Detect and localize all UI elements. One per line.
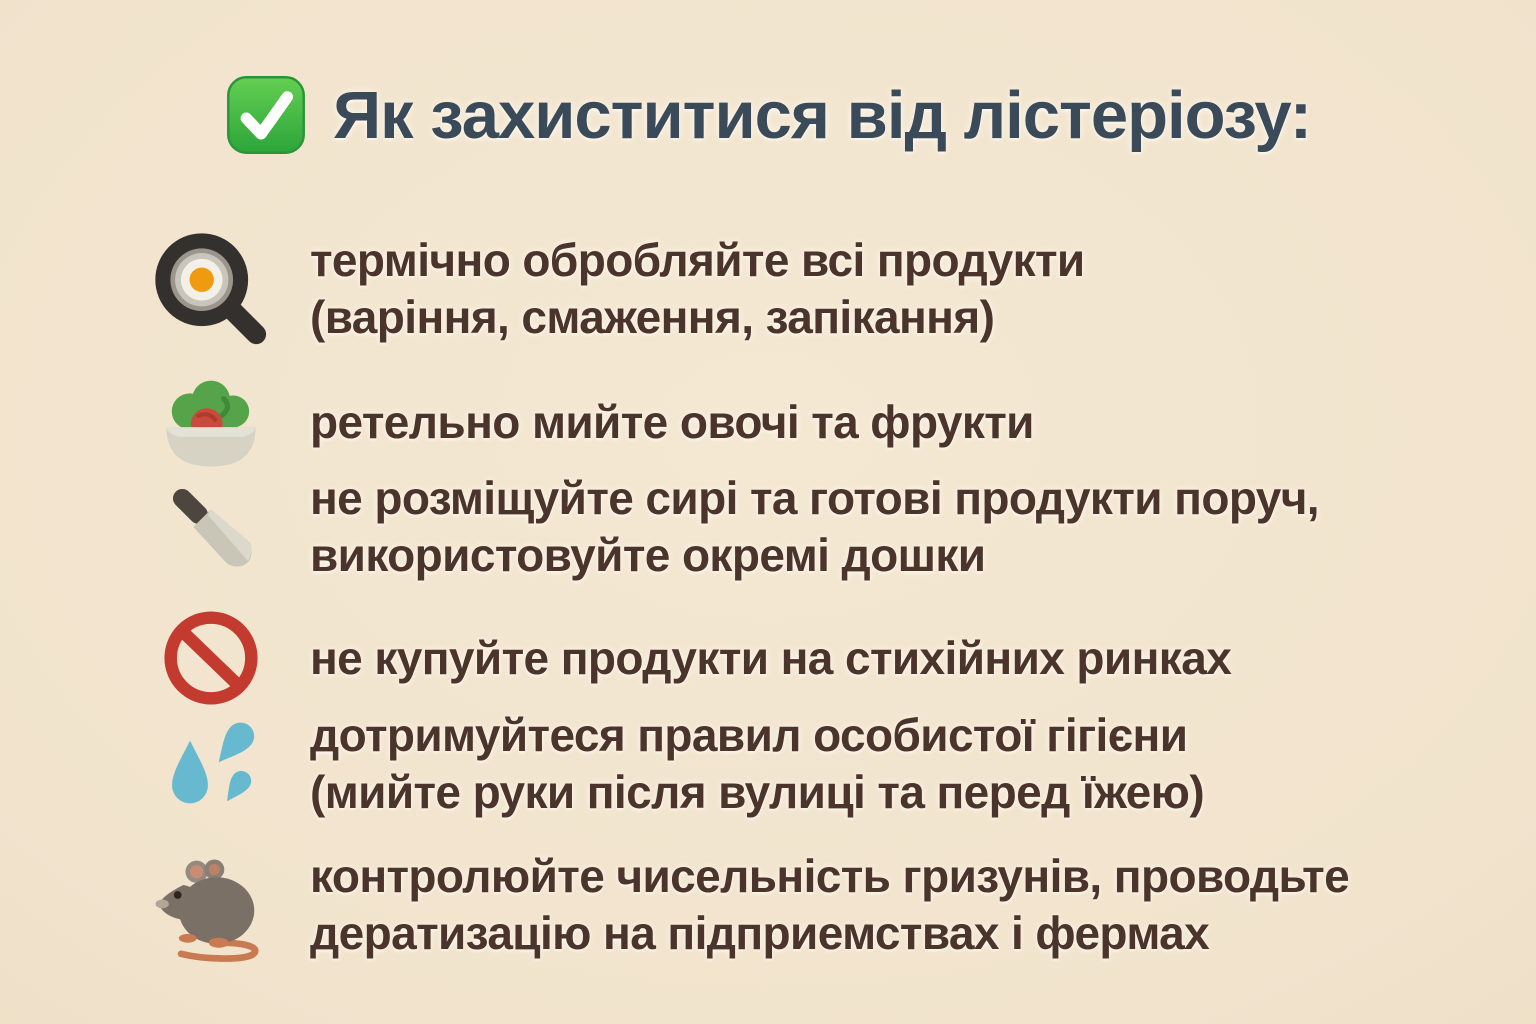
knife-icon xyxy=(150,475,272,579)
list-item-text xyxy=(310,470,1319,584)
list-item xyxy=(150,228,1506,350)
text-line: дотримуйтеся правил особистої гігієни xyxy=(310,709,1188,761)
list-item-text xyxy=(310,394,1034,451)
text-line: не розміщуйте сирі та готові продукти поруч, xyxy=(310,472,1319,524)
rat-icon xyxy=(150,846,272,964)
list-item xyxy=(150,610,1506,706)
salad-icon xyxy=(150,369,272,475)
list-item-text xyxy=(310,707,1204,821)
check-mark-button-icon xyxy=(225,74,307,156)
text-line: термічно обробляйте всі продукти xyxy=(310,234,1085,286)
text-line: контролюйте чисельність гризунів, проводьте xyxy=(310,850,1350,902)
text-line: дератизацію на підприемствах і фермах xyxy=(310,907,1210,959)
text-line: не купуйте продукти на стихійних ринках xyxy=(310,631,1232,684)
text-line: ретельно мийте овочі та фрукти xyxy=(310,395,1034,448)
text-line: (мийте руки після вулиці та перед їжею) xyxy=(310,766,1205,818)
prohibited-icon xyxy=(150,610,272,706)
page-title: Як захиститися від лістеріозу: xyxy=(332,77,1312,153)
text-line: використовуйте окремі дошки xyxy=(310,529,986,581)
list-item-text xyxy=(310,630,1231,687)
header xyxy=(0,74,1536,156)
list-item-text xyxy=(310,848,1349,962)
water-drops-icon xyxy=(150,714,272,814)
frying-pan-icon xyxy=(150,231,272,347)
list-item-text xyxy=(310,232,1085,346)
list-item xyxy=(150,703,1506,825)
list-item xyxy=(150,843,1506,967)
text-line: (варіння, смаження, запікання) xyxy=(310,291,995,343)
list-item xyxy=(150,374,1506,470)
list-item xyxy=(150,466,1506,588)
